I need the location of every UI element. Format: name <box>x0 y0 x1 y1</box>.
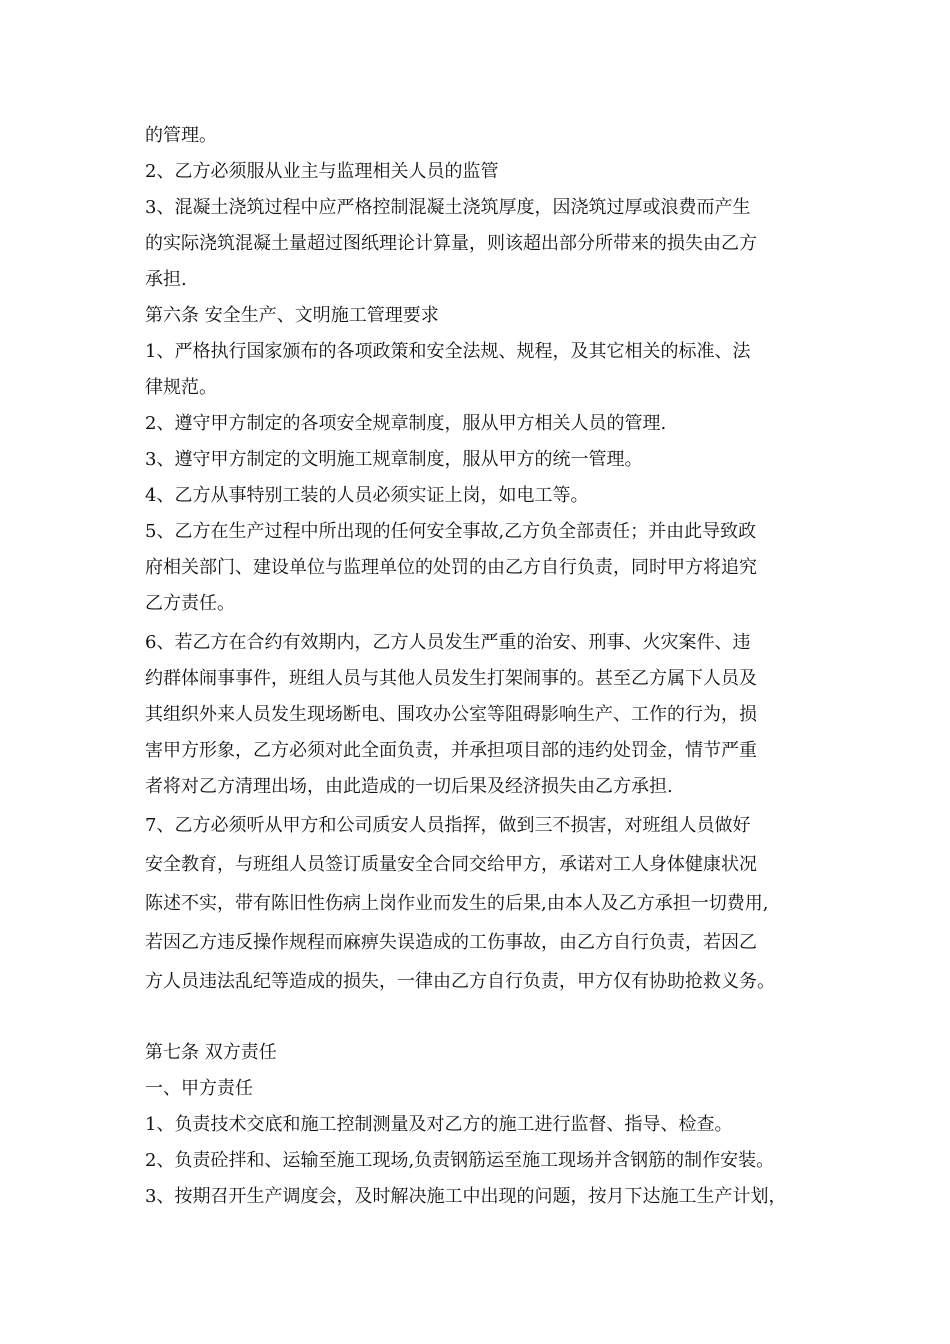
text-line: 7、乙方必须听从甲方和公司质安人员指挥，做到三不损害，对班组人员做好 <box>145 815 751 836</box>
text-line: 者将对乙方清理出场，由此造成的一切后果及经济损失由乙方承担. <box>145 776 673 797</box>
text-line: 2、负责砼拌和、运输至施工现场,负责钢筋运至施工现场并含钢筋的制作安装。 <box>145 1150 775 1171</box>
text-line: 害甲方形象，乙方必须对此全面负责，并承担项目部的违约处罚金，情节严重 <box>145 740 757 761</box>
section-heading: 第六条 安全生产、文明施工管理要求 <box>145 305 439 326</box>
text-line: 承担. <box>145 269 187 290</box>
text-line: 若因乙方违反操作规程而麻痹失误造成的工伤事故，由乙方自行负责，若因乙 <box>145 932 757 953</box>
text-line: 陈述不实，带有陈旧性伤病上岗作业而发生的后果,由本人及乙方承担一切费用, <box>145 893 769 914</box>
text-line: 3、遵守甲方制定的文明施工规章制度，服从甲方的统一管理。 <box>145 449 643 470</box>
text-line: 方人员违法乱纪等造成的损失，一律由乙方自行负责，甲方仅有协助抢救义务。 <box>145 971 775 992</box>
text-line: 2、乙方必须服从业主与监理相关人员的监管 <box>145 161 499 182</box>
text-line: 乙方责任。 <box>145 593 235 614</box>
text-line: 其组织外来人员发生现场断电、围攻办公室等阻碍影响生产、工作的行为，损 <box>145 704 757 725</box>
text-line: 律规范。 <box>145 377 217 398</box>
text-line: 3、混凝土浇筑过程中应严格控制混凝土浇筑厚度，因浇筑过厚或浪费而产生 <box>145 197 751 218</box>
text-line: 1、严格执行国家颁布的各项政策和安全法规、规程，及其它相关的标准、法 <box>145 341 751 362</box>
section-heading: 第七条 双方责任 <box>145 1042 277 1063</box>
text-line: 2、遵守甲方制定的各项安全规章制度，服从甲方相关人员的管理. <box>145 413 667 434</box>
text-line: 的实际浇筑混凝土量超过图纸理论计算量，则该超出部分所带来的损失由乙方 <box>145 233 757 254</box>
text-line: 5、乙方在生产过程中所出现的任何安全事故,乙方负全部责任；并由此导致政 <box>145 521 757 542</box>
text-line: 安全教育，与班组人员签订质量安全合同交给甲方，承诺对工人身体健康状况 <box>145 854 757 875</box>
text-line: 6、若乙方在合约有效期内，乙方人员发生严重的治安、刑事、火灾案件、违 <box>145 632 751 653</box>
subsection-heading: 一、甲方责任 <box>145 1078 253 1099</box>
text-line: 1、负责技术交底和施工控制测量及对乙方的施工进行监督、指导、检查。 <box>145 1114 733 1135</box>
text-line: 3、按期召开生产调度会，及时解决施工中出现的问题，按月下达施工生产计划， <box>145 1186 787 1207</box>
text-line: 的管理。 <box>145 125 217 146</box>
text-line: 约群体闹事事件，班组人员与其他人员发生打架闹事的。甚至乙方属下人员及 <box>145 668 757 689</box>
text-line: 府相关部门、建设单位与监理单位的处罚的由乙方自行负责，同时甲方将追究 <box>145 557 757 578</box>
text-line: 4、乙方从事特别工装的人员必须实证上岗，如电工等。 <box>145 485 589 506</box>
